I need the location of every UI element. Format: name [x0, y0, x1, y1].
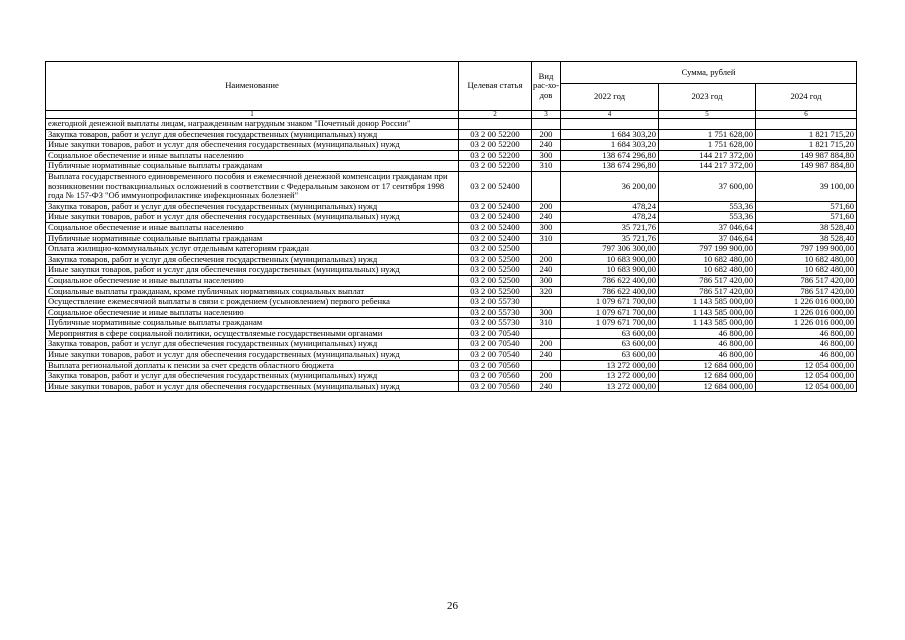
row-expense-type	[532, 119, 561, 130]
row-name: Публичные нормативные социальные выплаты гражданам	[46, 161, 459, 172]
row-sum-2024: 571,60	[756, 212, 857, 223]
row-expense-type: 320	[532, 286, 561, 297]
row-target-article: 03 2 00 55730	[459, 307, 532, 318]
budget-table	[45, 61, 857, 392]
row-sum-2022: 13 272 000,00	[561, 360, 659, 371]
row-sum-2024: 12 054 000,00	[756, 360, 857, 371]
row-sum-2024: 46 800,00	[756, 339, 857, 350]
row-target-article: 03 2 00 70560	[459, 371, 532, 382]
row-name: Социальное обеспечение и иные выплаты населению	[46, 307, 459, 318]
table-row	[46, 161, 857, 172]
row-sum-2023: 10 682 480,00	[659, 254, 756, 265]
row-expense-type: 200	[532, 339, 561, 350]
table-row	[46, 371, 857, 382]
table-row	[46, 381, 857, 392]
row-sum-2022: 35 721,76	[561, 222, 659, 233]
table-row	[46, 201, 857, 212]
row-sum-2024: 571,60	[756, 201, 857, 212]
row-sum-2024: 38 528,40	[756, 222, 857, 233]
row-sum-2022: 36 200,00	[561, 171, 659, 201]
table-body	[46, 111, 857, 392]
row-expense-type	[532, 244, 561, 255]
table-row	[46, 318, 857, 329]
row-expense-type: 300	[532, 275, 561, 286]
row-sum-2022: 1 079 671 700,00	[561, 307, 659, 318]
row-target-article: 03 2 00 52200	[459, 161, 532, 172]
row-sum-2024: 12 054 000,00	[756, 381, 857, 392]
row-name: Закупка товаров, работ и услуг для обеспечения государственных (муниципальных) нужд	[46, 339, 459, 350]
table-row	[46, 212, 857, 223]
row-sum-2022: 1 079 671 700,00	[561, 318, 659, 329]
column-number: 2	[459, 111, 532, 119]
row-sum-2024: 38 528,40	[756, 233, 857, 244]
row-sum-2023: 786 517 420,00	[659, 275, 756, 286]
row-target-article: 03 2 00 52500	[459, 286, 532, 297]
row-target-article: 03 2 00 70560	[459, 360, 532, 371]
row-expense-type: 200	[532, 371, 561, 382]
row-sum-2023: 10 682 480,00	[659, 265, 756, 276]
table-row	[46, 265, 857, 276]
row-name: Осуществление ежемесячной выплаты в связи с рождением (усыновлением) первого ребенка	[46, 297, 459, 308]
row-sum-2024: 149 987 884,80	[756, 150, 857, 161]
row-name: Публичные нормативные социальные выплаты гражданам	[46, 318, 459, 329]
table-row	[46, 360, 857, 371]
table-row	[46, 150, 857, 161]
row-expense-type	[532, 171, 561, 201]
row-sum-2023: 46 800,00	[659, 339, 756, 350]
column-number: 4	[561, 111, 659, 119]
row-sum-2024: 786 517 420,00	[756, 286, 857, 297]
row-sum-2022: 1 684 303,20	[561, 129, 659, 140]
column-number-row	[46, 111, 857, 119]
row-sum-2024: 46 800,00	[756, 350, 857, 361]
row-sum-2024: 797 199 900,00	[756, 244, 857, 255]
row-sum-2024: 10 682 480,00	[756, 265, 857, 276]
row-target-article: 03 2 00 52200	[459, 150, 532, 161]
row-target-article: 03 2 00 52400	[459, 233, 532, 244]
row-sum-2023: 553,36	[659, 212, 756, 223]
row-sum-2023: 1 143 585 000,00	[659, 307, 756, 318]
row-sum-2022: 1 684 303,20	[561, 140, 659, 151]
row-sum-2022: 478,24	[561, 201, 659, 212]
row-sum-2022: 786 622 400,00	[561, 275, 659, 286]
table-row	[46, 328, 857, 339]
row-sum-2023: 46 800,00	[659, 328, 756, 339]
table-row	[46, 129, 857, 140]
column-number: 3	[532, 111, 561, 119]
row-sum-2024: 39 100,00	[756, 171, 857, 201]
table-row	[46, 119, 857, 130]
column-number: 5	[659, 111, 756, 119]
row-expense-type: 200	[532, 254, 561, 265]
row-sum-2023: 12 684 000,00	[659, 371, 756, 382]
row-sum-2022: 797 306 300,00	[561, 244, 659, 255]
row-expense-type: 310	[532, 161, 561, 172]
row-sum-2023: 144 217 372,00	[659, 161, 756, 172]
row-name: Социальные выплаты гражданам, кроме публичных нормативных социальных выплат	[46, 286, 459, 297]
row-sum-2023	[659, 119, 756, 130]
row-target-article: 03 2 00 52400	[459, 222, 532, 233]
header-year-2022: 2022 год	[561, 84, 659, 111]
row-sum-2022: 10 683 900,00	[561, 265, 659, 276]
header-expense-type: Вид рас-хо-дов	[532, 62, 561, 111]
row-sum-2024: 10 682 480,00	[756, 254, 857, 265]
table-row	[46, 244, 857, 255]
row-sum-2023: 37 046,64	[659, 222, 756, 233]
table-row	[46, 275, 857, 286]
row-name: Закупка товаров, работ и услуг для обеспечения государственных (муниципальных) нужд	[46, 254, 459, 265]
row-expense-type: 240	[532, 212, 561, 223]
row-sum-2024: 1 821 715,20	[756, 129, 857, 140]
row-name: Оплата жилищно-коммунальных услуг отдельным категориям граждан	[46, 244, 459, 255]
row-sum-2024	[756, 119, 857, 130]
row-sum-2023: 12 684 000,00	[659, 360, 756, 371]
row-name: ежегодной денежной выплаты лицам, награжденным нагрудным знаком "Почетный донор России"	[46, 119, 459, 130]
row-target-article: 03 2 00 52500	[459, 265, 532, 276]
row-sum-2023: 1 143 585 000,00	[659, 318, 756, 329]
row-sum-2022	[561, 119, 659, 130]
row-expense-type: 240	[532, 350, 561, 361]
row-sum-2024: 1 226 016 000,00	[756, 318, 857, 329]
row-name: Социальное обеспечение и иные выплаты населению	[46, 150, 459, 161]
row-name: Выплата региональной доплаты к пенсии за счет средств областного бюджета	[46, 360, 459, 371]
row-sum-2024: 1 821 715,20	[756, 140, 857, 151]
row-sum-2022: 10 683 900,00	[561, 254, 659, 265]
row-target-article	[459, 119, 532, 130]
row-sum-2023: 786 517 420,00	[659, 286, 756, 297]
row-sum-2023: 12 684 000,00	[659, 381, 756, 392]
row-expense-type: 200	[532, 129, 561, 140]
row-name: Закупка товаров, работ и услуг для обеспечения государственных (муниципальных) нужд	[46, 201, 459, 212]
row-sum-2022: 63 600,00	[561, 339, 659, 350]
row-target-article: 03 2 00 55730	[459, 297, 532, 308]
row-name: Социальное обеспечение и иные выплаты населению	[46, 222, 459, 233]
header-target-article: Целевая статья	[459, 62, 532, 111]
row-expense-type: 310	[532, 318, 561, 329]
row-sum-2023: 46 800,00	[659, 350, 756, 361]
row-name: Закупка товаров, работ и услуг для обеспечения государственных (муниципальных) нужд	[46, 371, 459, 382]
row-name: Мероприятия в сфере социальной политики, осуществляемые государственными органами	[46, 328, 459, 339]
row-sum-2022: 138 674 296,80	[561, 150, 659, 161]
row-sum-2023: 37 600,00	[659, 171, 756, 201]
row-expense-type	[532, 328, 561, 339]
table-row	[46, 233, 857, 244]
table-row	[46, 339, 857, 350]
row-sum-2024: 1 226 016 000,00	[756, 297, 857, 308]
header-year-2024: 2024 год	[756, 84, 857, 111]
header-year-2023: 2023 год	[659, 84, 756, 111]
row-sum-2024: 46 800,00	[756, 328, 857, 339]
table-row	[46, 254, 857, 265]
table-row	[46, 171, 857, 201]
row-sum-2022: 63 600,00	[561, 328, 659, 339]
row-name: Иные закупки товаров, работ и услуг для обеспечения государственных (муниципальных) нужд	[46, 350, 459, 361]
table-row	[46, 307, 857, 318]
row-expense-type: 300	[532, 222, 561, 233]
row-name: Публичные нормативные социальные выплаты гражданам	[46, 233, 459, 244]
row-sum-2023: 1 751 628,00	[659, 140, 756, 151]
row-target-article: 03 2 00 70540	[459, 339, 532, 350]
row-target-article: 03 2 00 55730	[459, 318, 532, 329]
table-row	[46, 297, 857, 308]
row-name: Закупка товаров, работ и услуг для обеспечения государственных (муниципальных) нужд	[46, 129, 459, 140]
row-target-article: 03 2 00 52400	[459, 212, 532, 223]
row-name: Социальное обеспечение и иные выплаты населению	[46, 275, 459, 286]
row-expense-type: 240	[532, 140, 561, 151]
row-sum-2023: 144 217 372,00	[659, 150, 756, 161]
row-sum-2022: 786 622 400,00	[561, 286, 659, 297]
row-expense-type: 300	[532, 307, 561, 318]
page-number: 26	[447, 600, 458, 612]
row-sum-2023: 797 199 900,00	[659, 244, 756, 255]
row-name: Иные закупки товаров, работ и услуг для обеспечения государственных (муниципальных) нужд	[46, 212, 459, 223]
row-name: Иные закупки товаров, работ и услуг для обеспечения государственных (муниципальных) нужд	[46, 381, 459, 392]
row-expense-type	[532, 297, 561, 308]
table-row	[46, 286, 857, 297]
table-row	[46, 222, 857, 233]
row-expense-type	[532, 360, 561, 371]
row-target-article: 03 2 00 70540	[459, 328, 532, 339]
row-expense-type: 240	[532, 265, 561, 276]
row-expense-type: 310	[532, 233, 561, 244]
table-row	[46, 350, 857, 361]
row-sum-2023: 37 046,64	[659, 233, 756, 244]
row-sum-2023: 1 143 585 000,00	[659, 297, 756, 308]
row-expense-type: 240	[532, 381, 561, 392]
row-sum-2023: 1 751 628,00	[659, 129, 756, 140]
row-sum-2022: 35 721,76	[561, 233, 659, 244]
row-sum-2024: 1 226 016 000,00	[756, 307, 857, 318]
row-target-article: 03 2 00 52500	[459, 254, 532, 265]
row-name: Иные закупки товаров, работ и услуг для обеспечения государственных (муниципальных) нужд	[46, 265, 459, 276]
row-target-article: 03 2 00 52400	[459, 171, 532, 201]
row-sum-2022: 478,24	[561, 212, 659, 223]
header-sum: Сумма, рублей	[561, 62, 857, 84]
row-expense-type: 200	[532, 201, 561, 212]
row-sum-2022: 63 600,00	[561, 350, 659, 361]
column-number: 1	[46, 111, 459, 119]
header-name: Наименование	[46, 62, 459, 111]
row-target-article: 03 2 00 52400	[459, 201, 532, 212]
row-target-article: 03 2 00 52200	[459, 140, 532, 151]
row-target-article: 03 2 00 70540	[459, 350, 532, 361]
row-name: Иные закупки товаров, работ и услуг для обеспечения государственных (муниципальных) нужд	[46, 140, 459, 151]
row-sum-2022: 13 272 000,00	[561, 371, 659, 382]
row-target-article: 03 2 00 52200	[459, 129, 532, 140]
table-row	[46, 140, 857, 151]
row-sum-2024: 786 517 420,00	[756, 275, 857, 286]
row-target-article: 03 2 00 52500	[459, 244, 532, 255]
table-header	[46, 62, 857, 111]
row-sum-2024: 12 054 000,00	[756, 371, 857, 382]
row-expense-type: 300	[532, 150, 561, 161]
row-name: Выплата государственного единовременного пособия и ежемесячной денежной компенсации гражданам при возникновении поствакцинальных осложнений в соответствии с Федеральным законом от 17 сентября 1998 года № 157-ФЗ "Об иммунопрофилактике инфекционных болезней"	[46, 171, 459, 201]
row-sum-2023: 553,36	[659, 201, 756, 212]
row-sum-2022: 138 674 296,80	[561, 161, 659, 172]
row-sum-2022: 13 272 000,00	[561, 381, 659, 392]
column-number: 6	[756, 111, 857, 119]
row-sum-2024: 149 987 884,80	[756, 161, 857, 172]
row-sum-2022: 1 079 671 700,00	[561, 297, 659, 308]
row-target-article: 03 2 00 70560	[459, 381, 532, 392]
row-target-article: 03 2 00 52500	[459, 275, 532, 286]
